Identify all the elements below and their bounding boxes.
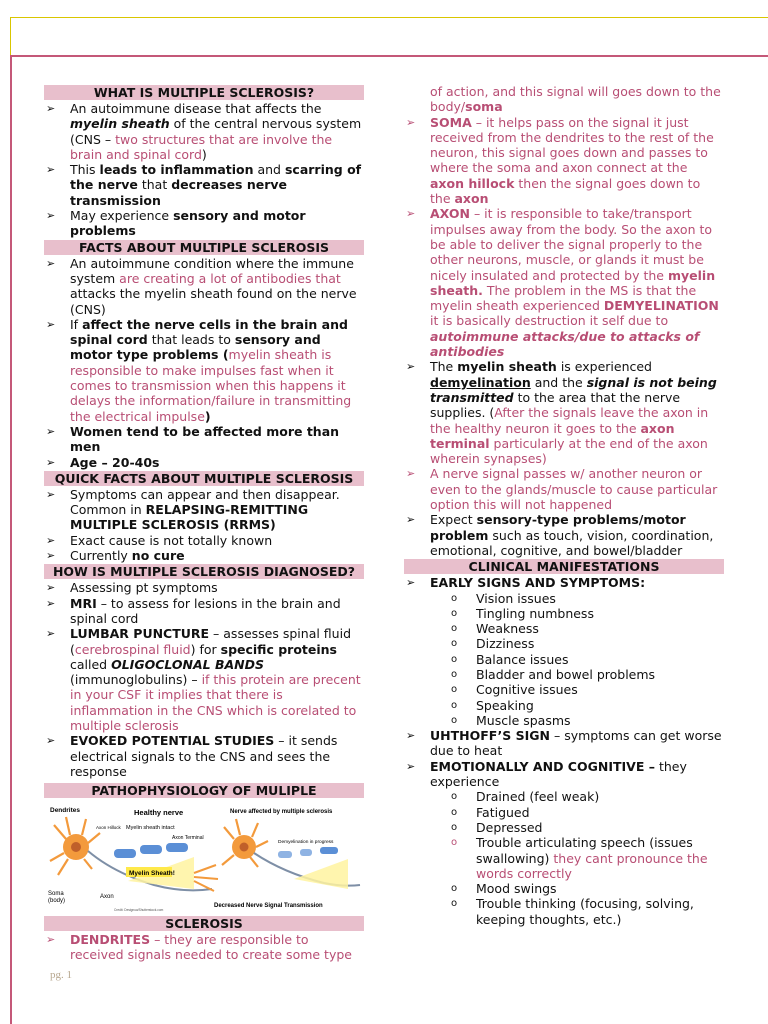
arrow-bullet-icon: ➢ xyxy=(46,487,56,501)
arrow-bullet-icon: ➢ xyxy=(46,627,56,641)
list-item: ➢ MRI – to assess for lesions in the brain and spinal cord xyxy=(46,595,341,626)
arrow-bullet-icon: ➢ xyxy=(406,115,416,129)
circle-bullet-icon: o xyxy=(451,806,458,818)
list-item: ➢ AXON – it is responsible to take/transport impulses away from the body. So the axon to be able to deliver the signal properly to the other neurons, muscle, or glands it must be nicely insulated and protected by the myelin sheath. The problem in the MS is that the myelin sheath experienced DEMYELINATION it is basically destruction it self due to autoimmune attacks/due to attacks of antibodies xyxy=(406,206,719,360)
circle-bullet-icon: o xyxy=(451,898,458,910)
decreased-transmission-label: Decreased Nerve Signal Transmission xyxy=(214,903,323,910)
myelin-sheath-label: Myelin Sheath! xyxy=(129,870,175,878)
arrow-bullet-icon: ➢ xyxy=(46,317,56,331)
sub-list-item: o Weakness xyxy=(451,621,539,637)
list-item: ➢ Currently no cure xyxy=(46,548,185,564)
circle-bullet-icon: o xyxy=(451,684,458,696)
list-item: ➢ If affect the nerve cells in the brain and spinal cord that leads to sensory and motor type problems (myelin sheath is responsible to make impulses fast when it comes to transmission when this happens it delays the information/failure in transmitting the electrical impulse) xyxy=(46,316,352,424)
clinical-manifestations-heading: CLINICAL MANIFESTATIONS xyxy=(404,559,724,574)
circle-bullet-icon: o xyxy=(451,592,458,604)
arrow-bullet-icon: ➢ xyxy=(46,209,56,223)
arrow-bullet-icon: ➢ xyxy=(406,513,416,527)
arrow-bullet-icon: ➢ xyxy=(46,734,56,748)
image-credit: Credit: Designua/Shutterstock.com xyxy=(114,908,164,913)
demyelination-label: Demyelination in progress xyxy=(278,840,334,846)
arrow-bullet-icon: ➢ xyxy=(406,759,416,773)
circle-bullet-icon: o xyxy=(451,699,458,711)
healthy-nerve-title: Healthy nerve xyxy=(134,808,184,818)
sub-list-item: o Muscle spasms xyxy=(451,712,571,728)
sub-list-item: o Cognitive issues xyxy=(451,682,578,698)
continued-text: of action, and this signal will goes down to the body/soma xyxy=(430,84,721,115)
page-number: pg. 1 xyxy=(50,969,72,981)
axon-terminal-label: Axon Terminal xyxy=(172,835,204,842)
list-item: ➢ May experience sensory and motor problems xyxy=(46,208,306,239)
affected-nerve-title: Nerve affected by multiple sclerosis xyxy=(230,809,333,816)
sub-list-item: o Balance issues xyxy=(451,651,569,667)
what-is-ms-heading: WHAT IS MULTIPLE SCLEROSIS? xyxy=(44,85,364,100)
sub-list-item: o Mood swings xyxy=(451,881,557,897)
axon-hillock-label: Axon Hillock xyxy=(96,825,121,831)
arrow-bullet-icon: ➢ xyxy=(46,256,56,270)
sub-list-item: o Tingling numbness xyxy=(451,605,594,621)
arrow-bullet-icon: ➢ xyxy=(46,596,56,610)
list-item: ➢ DENDRITES – they are responsible to received signals needed to create some type xyxy=(46,932,352,963)
arrow-bullet-icon: ➢ xyxy=(46,581,56,595)
list-item: ➢ LUMBAR PUNCTURE – assesses spinal fluid (cerebrospinal fluid) for specific proteins called OLIGOCLONAL BANDS (immunoglobulins) – if this protein are precent in your CSF it implies that there is inflammation in the CNS which is corelated to multiple sclerosis xyxy=(46,626,361,733)
list-item: ➢ An autoimmune disease that affects the myelin sheath of the central nervous system (CNS – two structures that are involve the brain and spinal cord) xyxy=(46,101,362,162)
arrow-bullet-icon: ➢ xyxy=(406,207,416,221)
arrow-bullet-icon: ➢ xyxy=(406,467,416,481)
list-item: ➢ Age – 20-40s xyxy=(46,454,160,470)
circle-bullet-icon: o xyxy=(451,638,458,650)
soma-label: Soma xyxy=(48,891,64,898)
arrow-bullet-icon: ➢ xyxy=(46,455,56,469)
arrow-bullet-icon: ➢ xyxy=(406,576,416,590)
sub-list-item: o Bladder and bowel problems xyxy=(451,666,656,682)
page-frame-top xyxy=(10,17,768,58)
dendrites-label: Dendrites xyxy=(50,807,80,815)
list-item: ➢ EVOKED POTENTIAL STUDIES – it sends electrical signals to the CNS and sees the response xyxy=(46,733,338,779)
list-item: ➢ EMOTIONALLY AND COGNITIVE – they experience xyxy=(406,758,687,790)
diagnosis-heading: HOW IS MULTIPLE SCLEROSIS DIAGNOSED? xyxy=(44,564,364,579)
circle-bullet-icon: o xyxy=(451,883,458,895)
sclerosis-heading: SCLEROSIS xyxy=(44,916,364,931)
circle-bullet-icon: o xyxy=(451,821,458,833)
left-column xyxy=(44,84,364,963)
arrow-bullet-icon: ➢ xyxy=(406,729,416,743)
sub-list-item: o Depressed xyxy=(451,819,543,835)
circle-bullet-icon: o xyxy=(451,668,458,680)
axon-label: Axon xyxy=(100,894,114,901)
circle-bullet-icon: o xyxy=(451,607,458,619)
circle-bullet-icon: o xyxy=(451,653,458,665)
arrow-bullet-icon: ➢ xyxy=(46,102,56,115)
list-item: ➢ Exact cause is not totally known xyxy=(46,532,273,548)
list-item: ➢ An autoimmune condition where the immune system are creating a lot of antibodies that attacks the myelin sheath found on the nerve (CNS) xyxy=(46,255,357,317)
arrow-bullet-icon: ➢ xyxy=(46,163,56,177)
list-item: ➢ This leads to inflammation and scarring of the nerve that decreases nerve transmission xyxy=(46,162,362,208)
sub-list-item: o Drained (feel weak) xyxy=(451,789,600,805)
arrow-bullet-icon: ➢ xyxy=(406,360,416,374)
list-item: ➢ EARLY SIGNS AND SYMPTOMS: xyxy=(406,575,646,591)
sub-list-item: o Fatigued xyxy=(451,804,530,820)
list-item: ➢ UHTHOFF’S SIGN – symptoms can get worse due to heat xyxy=(406,728,722,759)
list-item: ➢ The myelin sheath is experienced demyelination and the signal is not being transmitted to the area that the nerve supplies. (After the signals leave the axon in the healthy neuron it goes to the axon terminal particularly at the end of the axon wherein synapses) xyxy=(406,359,717,467)
arrow-bullet-icon: ➢ xyxy=(46,424,56,438)
sub-list-item: o Trouble thinking (focusing, solving, keeping thoughts, etc.) xyxy=(451,896,694,927)
quick-facts-heading: QUICK FACTS ABOUT MULTIPLE SCLEROSIS xyxy=(44,471,364,486)
right-column xyxy=(404,84,724,927)
list-item: ➢ Symptoms can appear and then disappear. Common in RELAPSING-REMITTING MULTIPLE SCLEROSIS (RRMS) xyxy=(46,486,340,533)
sub-list-item: o Trouble articulating speech (issues swallowing) they cant pronounce the words correctly xyxy=(451,835,708,881)
list-item: ➢ Expect sensory-type problems/motor problem such as touch, vision, coordination, emotional, cognitive, and bowel/bladder xyxy=(406,512,714,558)
arrow-bullet-icon: ➢ xyxy=(46,533,56,547)
myelin-intact-label: Myelin sheath intact xyxy=(126,825,175,832)
early-signs-list xyxy=(404,591,724,729)
list-item: ➢ SOMA – it helps pass on the signal it just received from the dendrites to the rest of the neuron, this signal goes down and passes to where the soma and axon connect at the axon hillock then the signal goes down to the axon xyxy=(406,114,714,207)
arrow-bullet-icon: ➢ xyxy=(46,933,56,947)
sub-list-item: o Vision issues xyxy=(451,590,556,606)
circle-bullet-icon: o xyxy=(451,791,458,803)
circle-bullet-icon: o xyxy=(451,623,458,635)
list-item: ➢ A nerve signal passes w/ another neuron or even to the glands/muscle to cause particular option this will not happened xyxy=(406,466,718,513)
sub-list-item: o Dizziness xyxy=(451,636,535,652)
soma-body-label: (body) xyxy=(48,898,66,905)
header-rule xyxy=(10,55,768,57)
circle-bullet-icon: o xyxy=(451,714,458,726)
facts-heading: FACTS ABOUT MULTIPLE SCLEROSIS xyxy=(44,240,364,255)
list-item: ➢ Women tend to be affected more than men xyxy=(46,423,340,455)
list-item: ➢ Assessing pt symptoms xyxy=(46,580,218,596)
nerve-diagram xyxy=(44,803,362,913)
arrow-bullet-icon: ➢ xyxy=(46,549,56,563)
left-margin-rule xyxy=(10,55,12,1024)
pathophysiology-heading: PATHOPHYSIOLOGY OF MULIPLE xyxy=(44,783,364,798)
circle-bullet-icon: o xyxy=(451,837,458,849)
sub-list-item: o Speaking xyxy=(451,697,534,713)
